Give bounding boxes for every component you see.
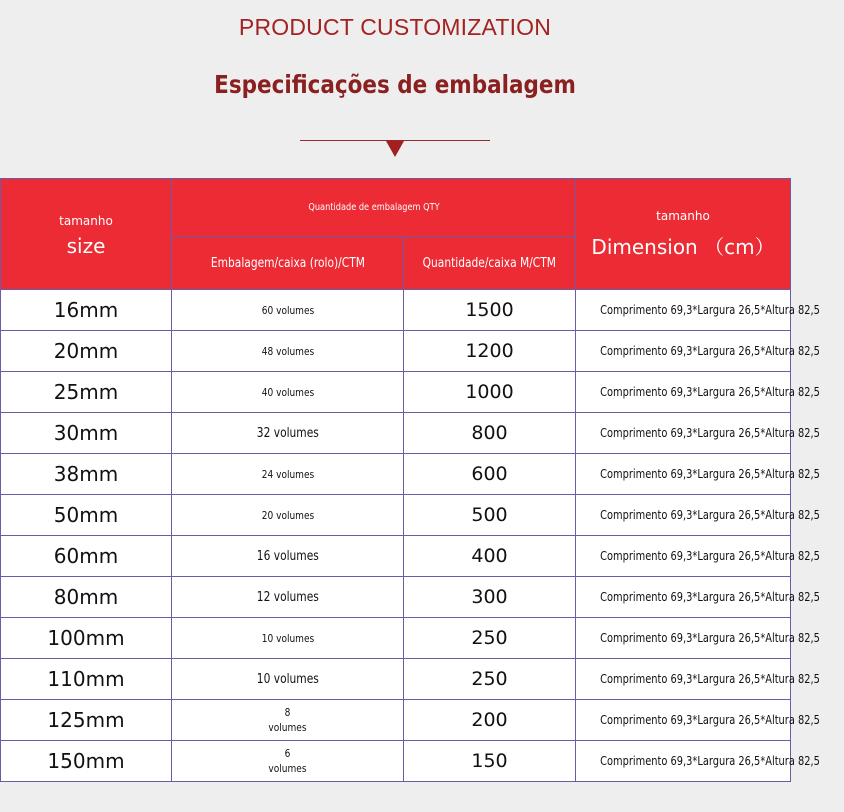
size-cell: 50mm <box>1 495 172 536</box>
dimension-cell: Comprimento 69,3*Largura 26,5*Altura 82,5 <box>576 618 791 659</box>
box-count: 8 <box>284 706 291 719</box>
dimension-cell: Comprimento 69,3*Largura 26,5*Altura 82,5 <box>576 741 791 782</box>
box-cell: 32 volumes <box>172 413 404 454</box>
box-cell: 40 volumes <box>172 372 404 413</box>
table-row <box>1 454 791 495</box>
qty-cell: 800 <box>404 413 576 454</box>
portuguese-title: Especificações de embalagem <box>214 70 576 99</box>
box-header-label: Embalagem/caixa (rolo)/CTM <box>210 255 365 271</box>
qty-cell: 600 <box>404 454 576 495</box>
table-row <box>1 290 791 331</box>
qty-group-header <box>172 179 576 237</box>
qty-cell: 500 <box>404 495 576 536</box>
page-header <box>0 0 790 178</box>
box-column-header <box>172 237 404 290</box>
size-header-small: tamanho <box>59 214 113 228</box>
qty-cell: 250 <box>404 618 576 659</box>
qty-cell: 250 <box>404 659 576 700</box>
table-row <box>1 495 791 536</box>
size-header-big: size <box>66 234 106 258</box>
qty-cell: 1200 <box>404 331 576 372</box>
qty-column-header <box>404 237 576 290</box>
table-row <box>1 372 791 413</box>
dimension-cell: Comprimento 69,3*Largura 26,5*Altura 82,5 <box>576 659 791 700</box>
table-row <box>1 741 791 782</box>
size-cell: 16mm <box>1 290 172 331</box>
box-cell: 20 volumes <box>172 495 404 536</box>
triangle-down-icon <box>386 141 404 157</box>
size-cell: 38mm <box>1 454 172 495</box>
qty-cell: 150 <box>404 741 576 782</box>
dimension-cell: Comprimento 69,3*Largura 26,5*Altura 82,5 <box>576 290 791 331</box>
box-cell: 12 volumes <box>172 577 404 618</box>
dimension-cell: Comprimento 69,3*Largura 26,5*Altura 82,5 <box>576 495 791 536</box>
table-row <box>1 536 791 577</box>
dimension-cell: Comprimento 69,3*Largura 26,5*Altura 82,5 <box>576 700 791 741</box>
qty-header-label: Quantidade/caixa M/CTM <box>422 255 557 271</box>
size-cell: 110mm <box>1 659 172 700</box>
dimension-cell: Comprimento 69,3*Largura 26,5*Altura 82,5 <box>576 413 791 454</box>
table-row <box>1 413 791 454</box>
dimension-cell: Comprimento 69,3*Largura 26,5*Altura 82,5 <box>576 536 791 577</box>
box-count: 6 <box>284 747 291 760</box>
size-column-header <box>1 179 172 290</box>
qty-cell: 400 <box>404 536 576 577</box>
table-row <box>1 331 791 372</box>
box-cell: 10 volumes <box>172 618 404 659</box>
dimension-cell: Comprimento 69,3*Largura 26,5*Altura 82,5 <box>576 454 791 495</box>
dimension-cell: Comprimento 69,3*Largura 26,5*Altura 82,5 <box>576 331 791 372</box>
box-cell: 10 volumes <box>172 659 404 700</box>
size-cell: 30mm <box>1 413 172 454</box>
dimension-column-header <box>576 179 791 290</box>
table-row <box>1 618 791 659</box>
box-cell: 24 volumes <box>172 454 404 495</box>
dim-header-big: Dimension （cm） <box>591 234 775 259</box>
qty-cell: 200 <box>404 700 576 741</box>
dimension-cell: Comprimento 69,3*Largura 26,5*Altura 82,5 <box>576 577 791 618</box>
size-cell: 80mm <box>1 577 172 618</box>
size-cell: 60mm <box>1 536 172 577</box>
box-cell: 48 volumes <box>172 331 404 372</box>
qty-cell: 1000 <box>404 372 576 413</box>
box-cell: 60 volumes <box>172 290 404 331</box>
box-cell <box>172 700 404 741</box>
packaging-spec-table <box>0 178 820 782</box>
dimension-cell: Comprimento 69,3*Largura 26,5*Altura 82,5 <box>576 372 791 413</box>
table-row <box>1 577 791 618</box>
size-cell: 150mm <box>1 741 172 782</box>
table-row <box>1 659 791 700</box>
english-title: PRODUCT CUSTOMIZATION <box>238 14 552 40</box>
table-row <box>1 700 791 741</box>
box-unit: volumes <box>268 721 307 734</box>
box-cell <box>172 741 404 782</box>
qty-cell: 300 <box>404 577 576 618</box>
box-cell: 16 volumes <box>172 536 404 577</box>
size-cell: 25mm <box>1 372 172 413</box>
qty-cell: 1500 <box>404 290 576 331</box>
box-unit: volumes <box>268 762 307 775</box>
size-cell: 20mm <box>1 331 172 372</box>
size-cell: 125mm <box>1 700 172 741</box>
dim-header-small: tamanho <box>656 208 710 223</box>
qty-group-header-label: Quantidade de embalagem QTY <box>307 202 440 213</box>
size-cell: 100mm <box>1 618 172 659</box>
